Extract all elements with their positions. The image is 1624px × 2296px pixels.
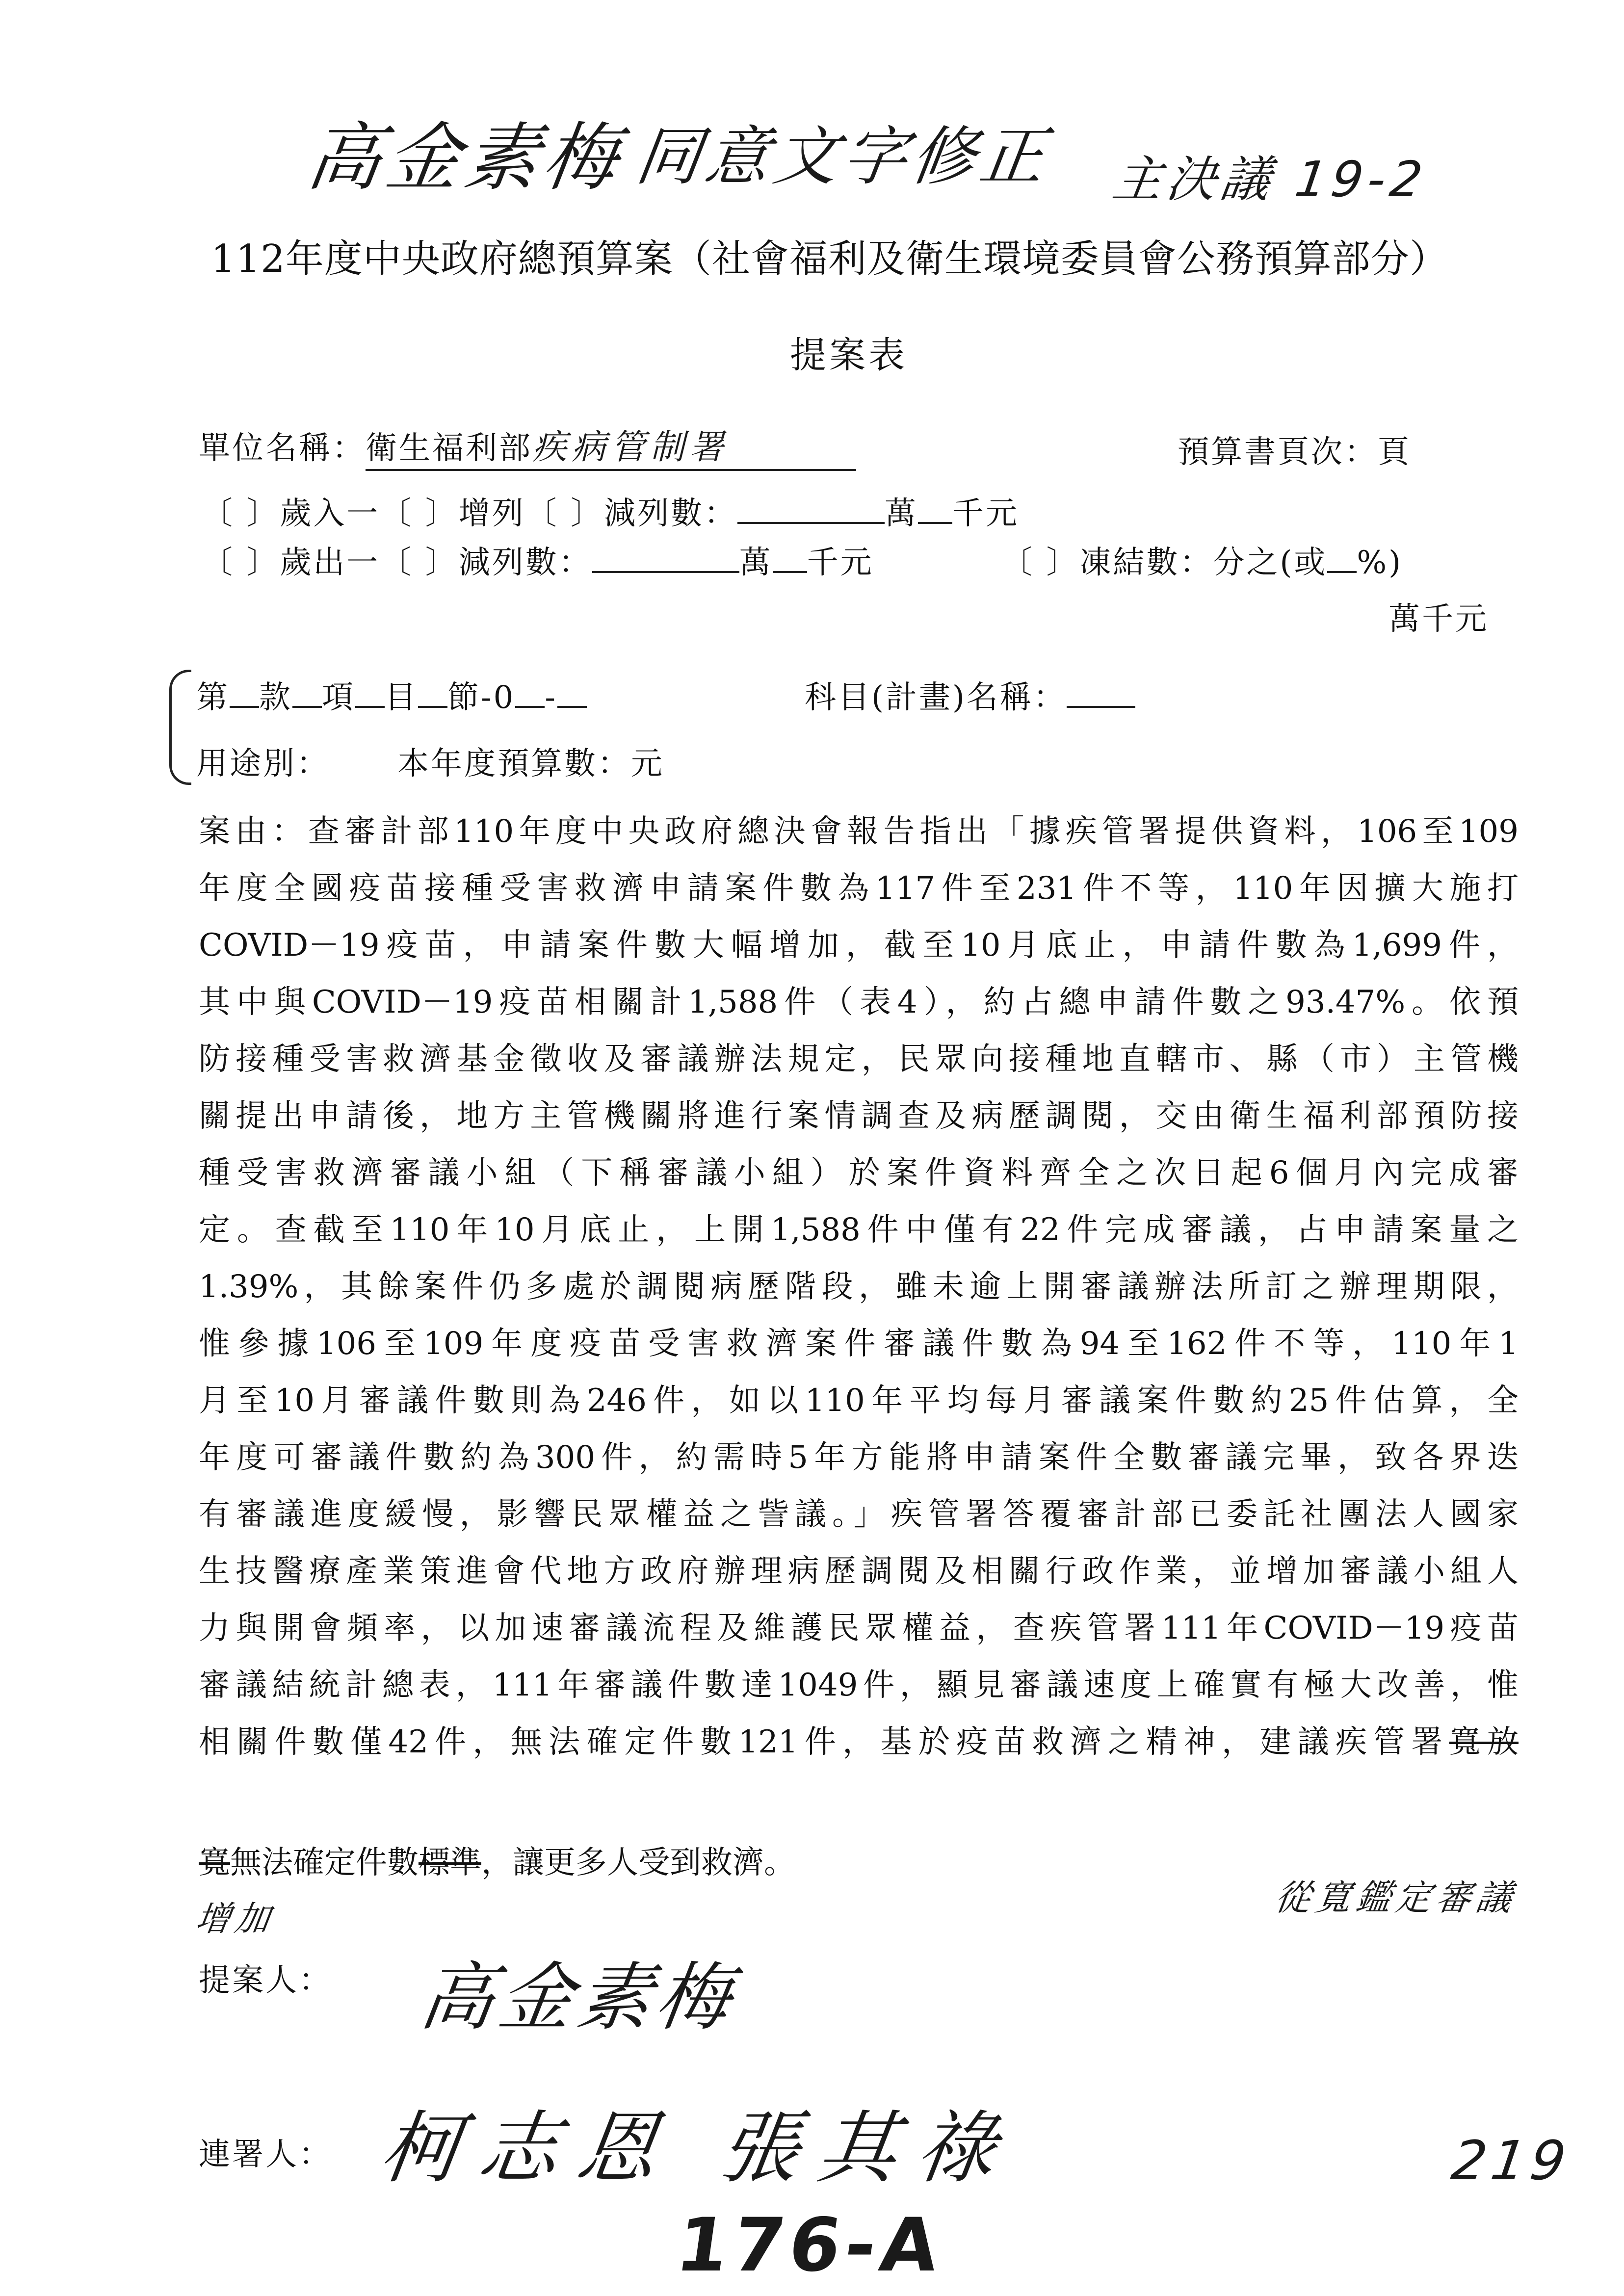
body-line — [199, 1151, 1519, 1195]
qian-yuan-label: 千元 — [807, 545, 874, 581]
unit-value — [366, 419, 856, 471]
body-text: 1.39%，其餘案件仍多處於調閱病歷階段，雖未逾上開審議辦法所訂之辦理期限， — [199, 1269, 1519, 1305]
expense-qian-blank — [773, 547, 807, 573]
body-line — [199, 1663, 1519, 1707]
wan-label: 萬 — [739, 545, 773, 581]
expense-label: 〔 〕歲出一〔 〕減列數： — [201, 545, 592, 581]
blank — [230, 681, 259, 708]
freeze-pct-blank — [1327, 547, 1357, 573]
usage-label: 用途別： — [196, 746, 330, 782]
kuan-label: 款 — [259, 679, 292, 716]
body-text: 相關件數僅42件，無法確定件數121件，基於疫苗救濟之精神，建議疾管署 — [199, 1724, 1449, 1760]
body-text: COVID－19疫苗，申請案件數大幅增加，截至10月底止，申請件數為1,699件， — [199, 927, 1519, 964]
xiang-label: 項 — [322, 679, 355, 716]
expense-row — [201, 537, 874, 582]
body-line — [199, 980, 1519, 1024]
body-text: 定。查截至110年10月底止，上開1,588件中僅有22件完成審議，占申請案量之 — [199, 1212, 1519, 1248]
body-line — [199, 1549, 1519, 1593]
body-text: 其中與COVID－19疫苗相關計1,588件（表4），約占總申請件數之93.47%。依預 — [199, 984, 1519, 1020]
freeze-row — [1001, 537, 1403, 582]
body-line — [199, 1094, 1519, 1138]
freeze-label: 〔 〕凍結數：分之 — [1001, 545, 1280, 581]
document-subtitle: 提案表 — [790, 334, 908, 376]
body-text: 審議結統計總表，111年審議件數達1049件，顯見審議速度上確實有極大改善，惟 — [199, 1667, 1519, 1703]
body-text: 關提出申請後，地方主管機關將進行案情調查及病歷調閱，交由衛生福利部預防接 — [199, 1098, 1519, 1134]
handwritten-code: 176-A — [671, 2203, 949, 2288]
document-title: 112年度中央政府總預算案（社會福利及衛生環境委員會公務預算部分） — [211, 237, 1448, 281]
blank — [292, 681, 322, 708]
struck-text: 標準 — [419, 1845, 481, 1881]
body-line — [199, 1720, 1519, 1764]
body-line — [199, 1379, 1519, 1423]
revenue-wan-blank — [737, 497, 885, 524]
mu-label: 目 — [385, 679, 418, 716]
blank — [557, 681, 587, 708]
handwritten-resolution-number: 主決議 19-2 — [1109, 151, 1431, 208]
freeze-pct-close: %) — [1357, 545, 1403, 581]
jie-label: 節-0 — [447, 679, 516, 716]
freeze-unit-label: 萬千元 — [1388, 601, 1489, 637]
body-text: 種受害救濟審議小組（下稱審議小組）於案件資料齊全之次日起6個月內完成審 — [199, 1155, 1519, 1191]
body-text: 無法確定件數 — [230, 1845, 419, 1881]
item-row — [196, 672, 587, 717]
budget-page-label: 預算書頁次：頁 — [1178, 434, 1411, 470]
blank — [355, 681, 385, 708]
body-text: 年度全國疫苗接種受害救濟申請案件數為117件至231件不等，110年因擴大施打 — [199, 870, 1519, 907]
body-line — [199, 1606, 1519, 1650]
body-line — [199, 1208, 1519, 1252]
wan-label: 萬 — [885, 496, 918, 532]
revenue-label: 〔 〕歲入一〔 〕增列〔 〕減列數： — [201, 496, 738, 532]
handwritten-approval: 同意文字修正 — [631, 119, 1055, 194]
handwritten-insert-right: 從寬鑑定審議 — [1272, 1877, 1520, 1918]
body-line — [199, 1265, 1519, 1309]
body-text: 案由：查審計部110年度中央政府總決會報告指出「據疾管署提供資料，106至109 — [199, 813, 1519, 850]
cosigner-signatures: 柯志恩 張其祿 — [375, 2102, 1022, 2194]
qian-yuan-label: 千元 — [952, 496, 1020, 532]
subject-row — [805, 672, 1135, 717]
body-text: 年度可審議件數約為300件，約需時5年方能將申請案件全數審議完畢，致各界迭 — [199, 1439, 1519, 1476]
blank — [418, 681, 447, 708]
body-line — [199, 1435, 1519, 1480]
proposer-signature: 高金素梅 — [415, 1955, 741, 2040]
revenue-qian-blank — [918, 497, 952, 524]
body-line — [199, 1492, 1519, 1537]
unit-value-printed: 衛生福利部 — [366, 430, 532, 467]
unit-row — [199, 419, 856, 471]
body-text: 防接種受害救濟基金徵收及審議辦法規定，民眾向接種地直轄市、縣（市）主管機 — [199, 1041, 1519, 1077]
bracket-decoration — [169, 670, 191, 785]
body-text: ，讓更多人受到救濟。 — [481, 1845, 795, 1881]
unit-value-handwritten: 疾病管制署 — [532, 427, 729, 467]
expense-wan-blank — [592, 547, 739, 573]
body-line — [199, 866, 1519, 911]
budget-amount-label: 本年度預算數：元 — [397, 746, 664, 782]
body-text: 月至10月審議件數則為246件，如以110年平均每月審議案件數約25件估算，全 — [199, 1383, 1519, 1419]
body-line — [199, 1037, 1519, 1081]
body-line — [199, 809, 1519, 854]
freeze-pct-open: (或 — [1280, 545, 1328, 581]
proposer-label: 提案人： — [199, 1962, 332, 1999]
dash: - — [545, 679, 557, 716]
struck-text: 寬放 — [1449, 1724, 1519, 1760]
revenue-row — [201, 488, 1019, 533]
subject-label: 科目(計畫)名稱： — [805, 679, 1067, 716]
body-text: 力與開會頻率，以加速審議流程及維護民眾權益，查疾管署111年COVID－19疫苗 — [199, 1610, 1519, 1646]
body-text: 生技醫療產業策進會代地方政府辦理病歷調閱及相關行政作業，並增加審議小組人 — [199, 1553, 1519, 1590]
body-line — [199, 923, 1519, 967]
struck-text: 寬 — [199, 1845, 230, 1881]
cosigner-label: 連署人： — [199, 2137, 332, 2173]
handwritten-page-number: 219 — [1448, 2129, 1574, 2192]
di-label: 第 — [196, 679, 230, 716]
body-text: 惟參據106至109年度疫苗受害救濟案件審議件數為94至162件不等，110年1 — [199, 1326, 1519, 1362]
body-text: 有審議進度緩慢，影響民眾權益之訾議。」疾管署答覆審計部已委託社團法人國家 — [199, 1496, 1519, 1533]
subject-blank — [1067, 681, 1135, 708]
blank — [515, 681, 545, 708]
unit-label: 單位名稱： — [199, 430, 366, 467]
handwritten-signature-header: 高金素梅 — [302, 115, 629, 201]
body-line — [199, 1322, 1519, 1366]
handwritten-insert-left: 增加 — [193, 1899, 277, 1939]
